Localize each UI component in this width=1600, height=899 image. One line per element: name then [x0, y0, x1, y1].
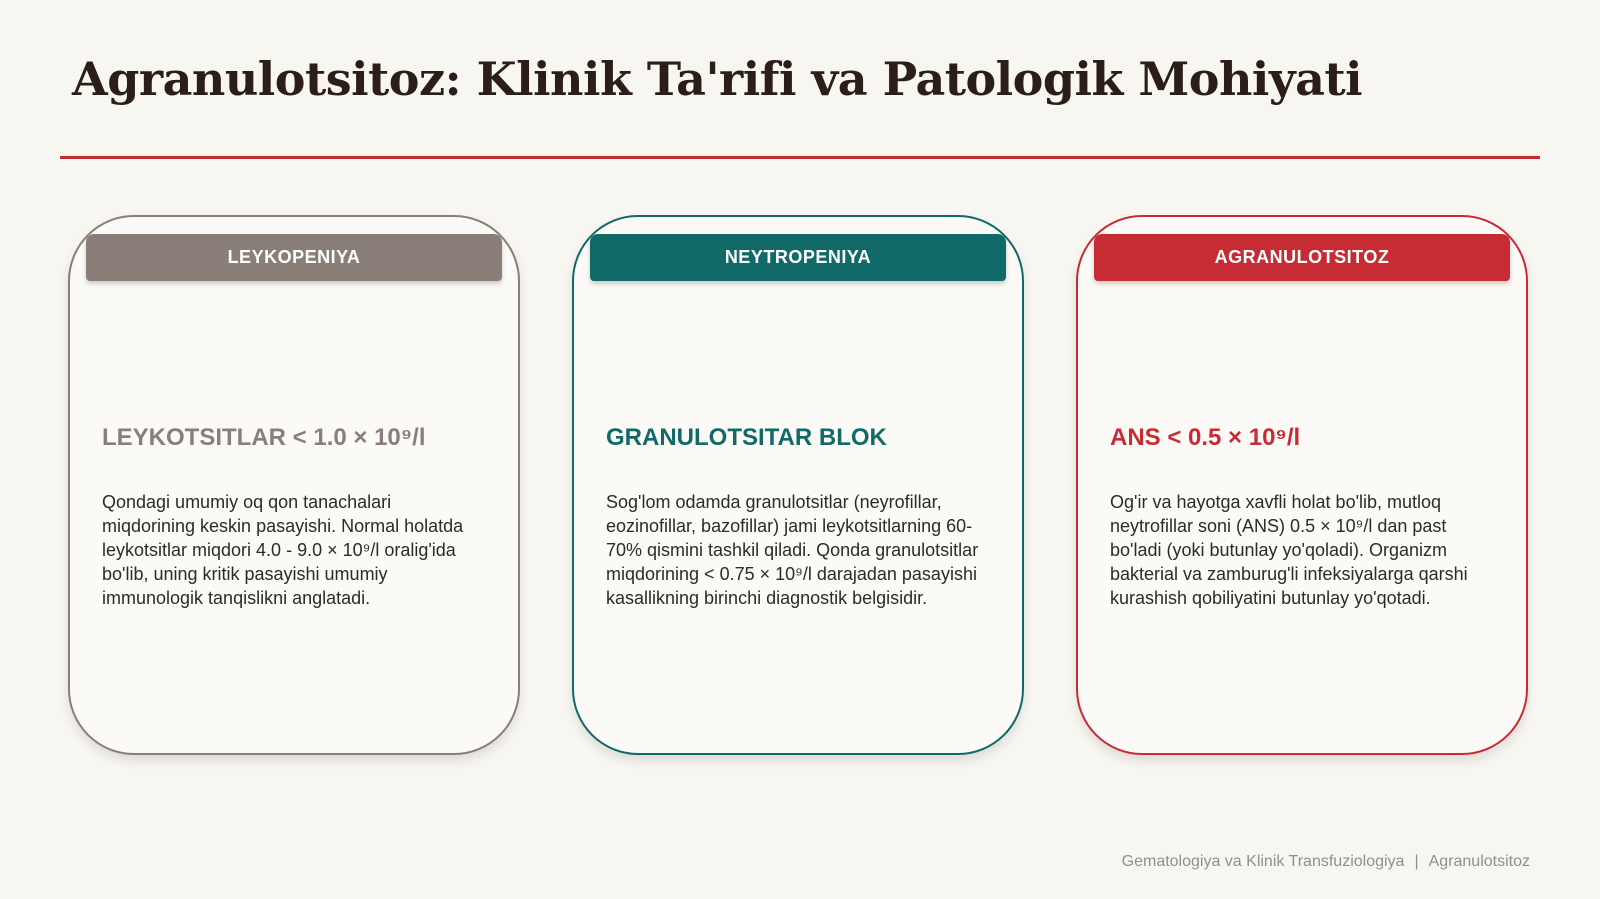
card-header-agranulotsitoz: AGRANULOTSITOZ — [1094, 234, 1510, 281]
card-body-agranulotsitoz — [1110, 281, 1496, 753]
title-divider — [60, 156, 1540, 159]
footer — [1122, 853, 1530, 871]
card-leykopeniya — [68, 215, 520, 755]
card-text-agranulotsitoz: Og'ir va hayotga xavfli holat bo'lib, mutloq neytrofillar soni (ANS) 0.5 × 10⁹/l dan past bo'ladi (yoki butunlay yo'qoladi). Organizm bakterial va zamburug'li infeksiyalarga qarshi kurashish qobiliyatini butunlay yo'qotadi. — [1110, 492, 1468, 608]
card-header-neytropeniya: NEYTROPENIYA — [590, 234, 1006, 281]
card-subtitle-agranulotsitoz: ANS < 0.5 × 10⁹/l — [1110, 424, 1301, 451]
card-body-leykopeniya — [102, 281, 488, 753]
footer-topic: Agranulotsitoz — [1428, 853, 1530, 870]
card-neytropeniya — [572, 215, 1024, 755]
card-body-neytropeniya — [606, 281, 992, 753]
card-subtitle-neytropeniya: GRANULOTSITAR BLOK — [606, 424, 887, 451]
card-header-leykopeniya: LEYKOPENIYA — [86, 234, 502, 281]
slide-title: Agranulotsitoz: Klinik Ta'rifi va Patologik Mohiyati — [72, 52, 1363, 106]
card-subtitle-leykopeniya: LEYKOTSITLAR < 1.0 × 10⁹/l — [102, 424, 426, 451]
footer-separator: | — [1414, 853, 1419, 870]
card-agranulotsitoz — [1076, 215, 1528, 755]
card-text-neytropeniya: Sog'lom odamda granulotsitlar (neyrofillar, eozinofillar, bazofillar) jami leykotsitlarning 60-70% qismini tashkil qiladi. Qonda granulotsitlar miqdorining < 0.75 × 10⁹/l darajadan pasayishi kasallikning birinchi diagnostik belgisidir. — [606, 492, 979, 608]
card-text-leykopeniya: Qondagi umumiy oq qon tanachalari miqdorining keskin pasayishi. Normal holatda leykotsitlar miqdori 4.0 - 9.0 × 10⁹/l oralig'ida bo'lib, uning kritik pasayishi umumiy immunologik tanqislikni anglatadi. — [102, 492, 464, 608]
footer-course: Gematologiya va Klinik Transfuziologiya — [1121, 853, 1405, 870]
